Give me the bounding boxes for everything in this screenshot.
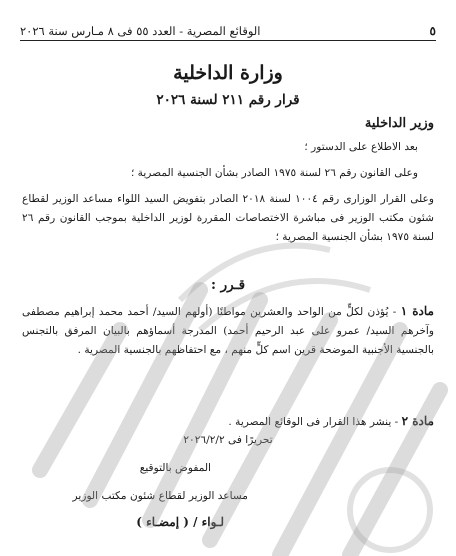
preamble-line-ministerial-decree: وعلى القرار الوزارى رقم ١٠٠٤ لسنة ٢٠١٨ الصادر بتفويض السيد اللواء مساعد الوزير لقطاع شئون مكتب الوزير فى مباشرة الاختصاصات المقررة لوزير الداخلية بموجب القانون رقم ٢٦ لسنة ١٩٧٥ بشأن الجنسية المصرية ؛ xyxy=(22,193,434,243)
signature-delegate: المفوض بالتوقيع xyxy=(139,462,211,474)
signature-title: مساعد الوزير لقطاع شئون مكتب الوزير xyxy=(72,490,248,502)
article-2-text: - ينشر هذا القرار فى الوقائع المصرية . xyxy=(228,416,402,428)
running-title: الوقائع المصرية - العدد ٥٥ فى ٨ مـارس سنة ٢٠٢٦ xyxy=(20,24,261,38)
article-1-text: - يُؤذن لكلٍّ من الواحد والعشرين مواطنًا (أولهم السيد/ أحمد محمد إبراهيم مصطفى وآخرهم السيد/ عمرو على عبد الرحيم أحمد) المدرجة أسماؤهم بالبيان المرفق بالتجنس بالجنسية الأجنبية الموضحة قرين اسم كلٍّ منهم ، مع احتفاظهم بالجنسية المصرية . xyxy=(22,306,434,356)
preamble-line-nationality-law: وعلى القانون رقم ٢٦ لسنة ١٩٧٥ الصادر بشأن الجنسية المصرية ؛ xyxy=(130,167,418,179)
preamble-line-constitution: بعد الاطلاع على الدستور ؛ xyxy=(304,141,418,153)
page-number: ٥ xyxy=(429,24,436,38)
decree-number: قرار رقم ٢١١ لسنة ٢٠٢٦ xyxy=(156,92,300,108)
issued-date: تحريرًا فى ٢٠٢٦/٢/٢ xyxy=(183,434,273,446)
minister-heading: وزير الداخلية xyxy=(364,116,434,131)
article-1-label: مادة ١ xyxy=(400,304,434,318)
ministry-title: وزارة الداخلية xyxy=(173,62,283,84)
page-header xyxy=(20,18,436,41)
decides-heading: قـرر : xyxy=(210,277,246,293)
article-2-label: مادة ٢ xyxy=(401,414,434,428)
signature-rank: لـواء / ( إمضـاء ) xyxy=(136,515,224,529)
article-2 xyxy=(22,412,434,432)
article-1 xyxy=(22,302,434,360)
